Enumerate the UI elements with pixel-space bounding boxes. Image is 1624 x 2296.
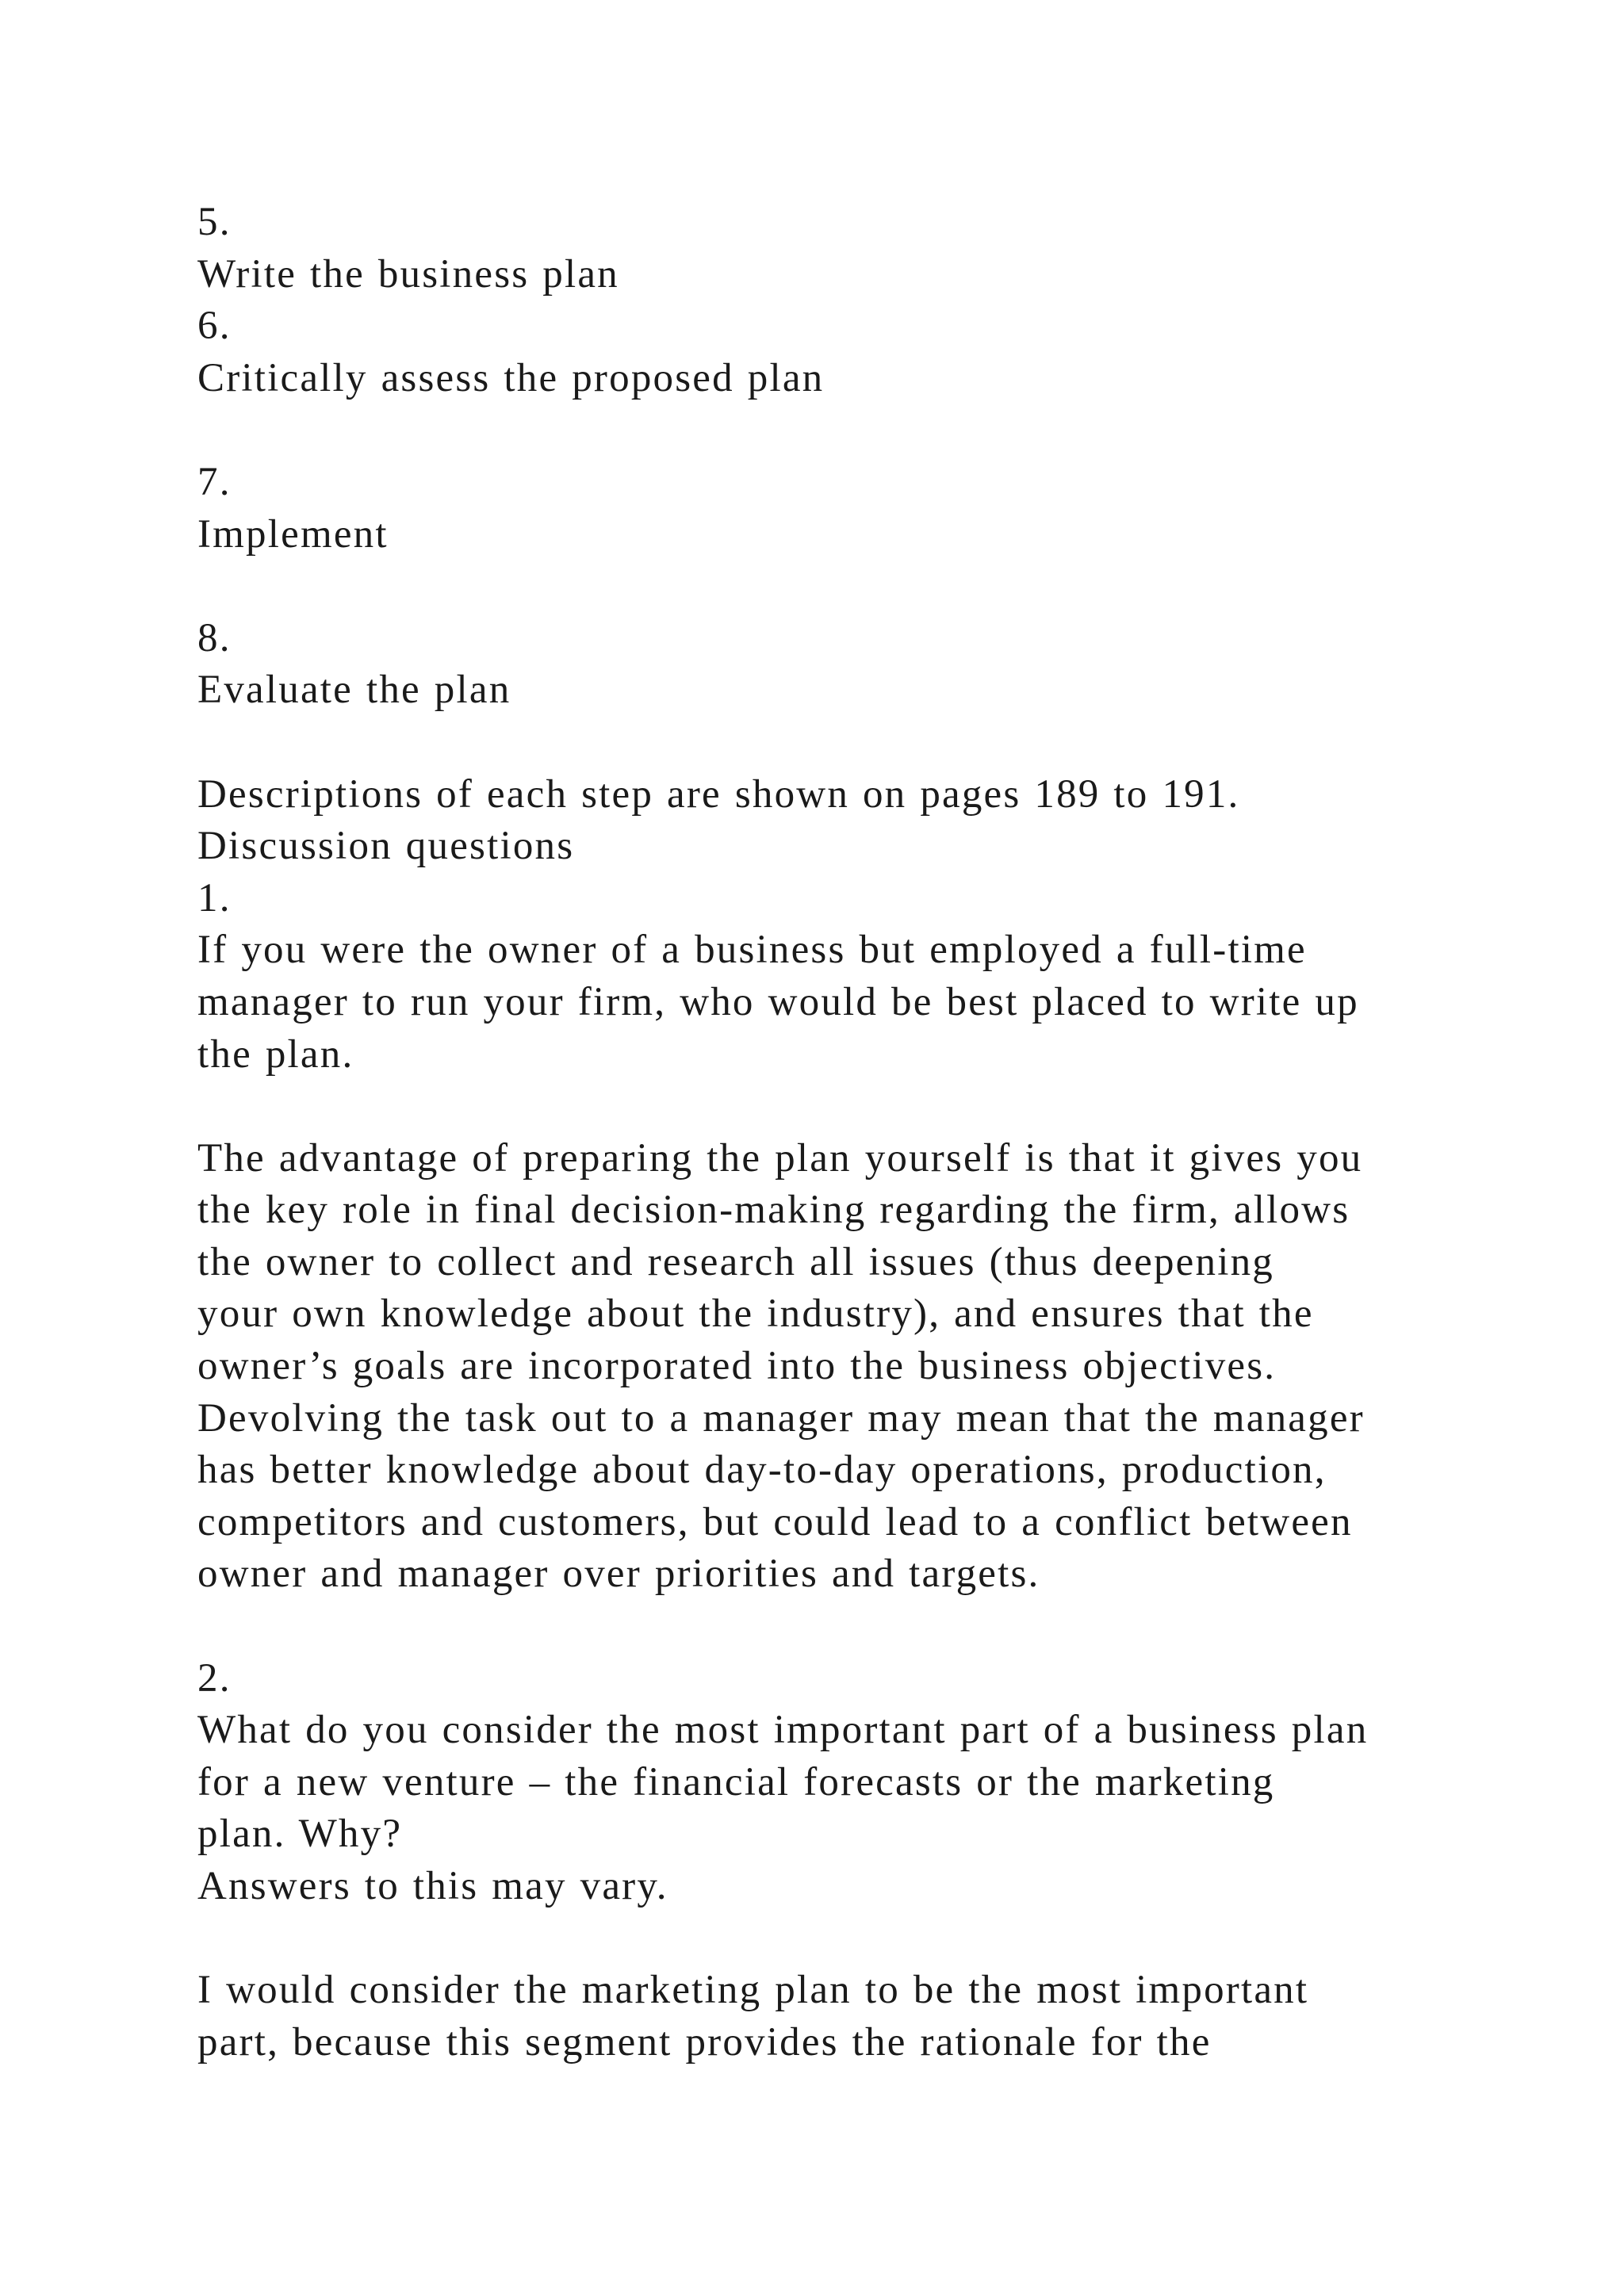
text-line: Descriptions of each step are shown on pages 189 to 191. (197, 771, 1240, 817)
text-line: Write the business plan (197, 251, 619, 297)
text-line: owner’s goals are incorporated into the business objectives. (197, 1344, 1277, 1389)
blank-line (197, 561, 1545, 613)
text-line: for a new venture – the financial forecasts or the marketing (197, 1759, 1275, 1804)
blank-line (197, 1601, 1545, 1653)
text-line: 2. (197, 1655, 232, 1701)
text-line: your own knowledge about the industry), and ensures that the (197, 1292, 1314, 1337)
text-line: plan. Why? (197, 1812, 403, 1857)
text-line: 5. (197, 200, 232, 244)
text-line: 1. (197, 875, 232, 920)
text-line: part, because this segment provides the rationale for the (197, 2019, 1212, 2064)
text-line: The advantage of preparing the plan yourself is that it gives you (197, 1135, 1363, 1181)
document-text (197, 197, 1545, 2068)
text-line: has better knowledge about day-to-day operations, production, (197, 1448, 1327, 1493)
text-line: What do you consider the most important part of a business plan (197, 1708, 1369, 1753)
text-line: Evaluate the plan (197, 668, 511, 713)
text-line: owner and manager over priorities and targets. (197, 1552, 1040, 1597)
blank-line (197, 404, 1545, 457)
text-line: 6. (197, 304, 232, 349)
text-line: I would consider the marketing plan to be the most important (197, 1968, 1309, 2013)
text-line: manager to run your firm, who would be best placed to write up (197, 979, 1359, 1024)
blank-line (197, 1081, 1545, 1133)
text-line: the plan. (197, 1031, 354, 1077)
text-line: Implement (197, 511, 389, 557)
blank-line (197, 717, 1545, 769)
text-line: 8. (197, 615, 232, 660)
blank-line (197, 1913, 1545, 1965)
text-line: competitors and customers, but could lead to a conflict between (197, 1499, 1353, 1544)
text-line: Discussion questions (197, 824, 575, 869)
text-line: Devolving the task out to a manager may mean that the manager (197, 1395, 1365, 1441)
text-line: Answers to this may vary. (197, 1864, 668, 1908)
text-line: If you were the owner of a business but employed a full-time (197, 928, 1307, 973)
text-line: 7. (197, 459, 232, 504)
text-line: the owner to collect and research all issues (thus deepening (197, 1239, 1274, 1284)
text-line: the key role in final decision-making regarding the firm, allows (197, 1188, 1350, 1233)
text-line: Critically assess the proposed plan (197, 355, 825, 400)
